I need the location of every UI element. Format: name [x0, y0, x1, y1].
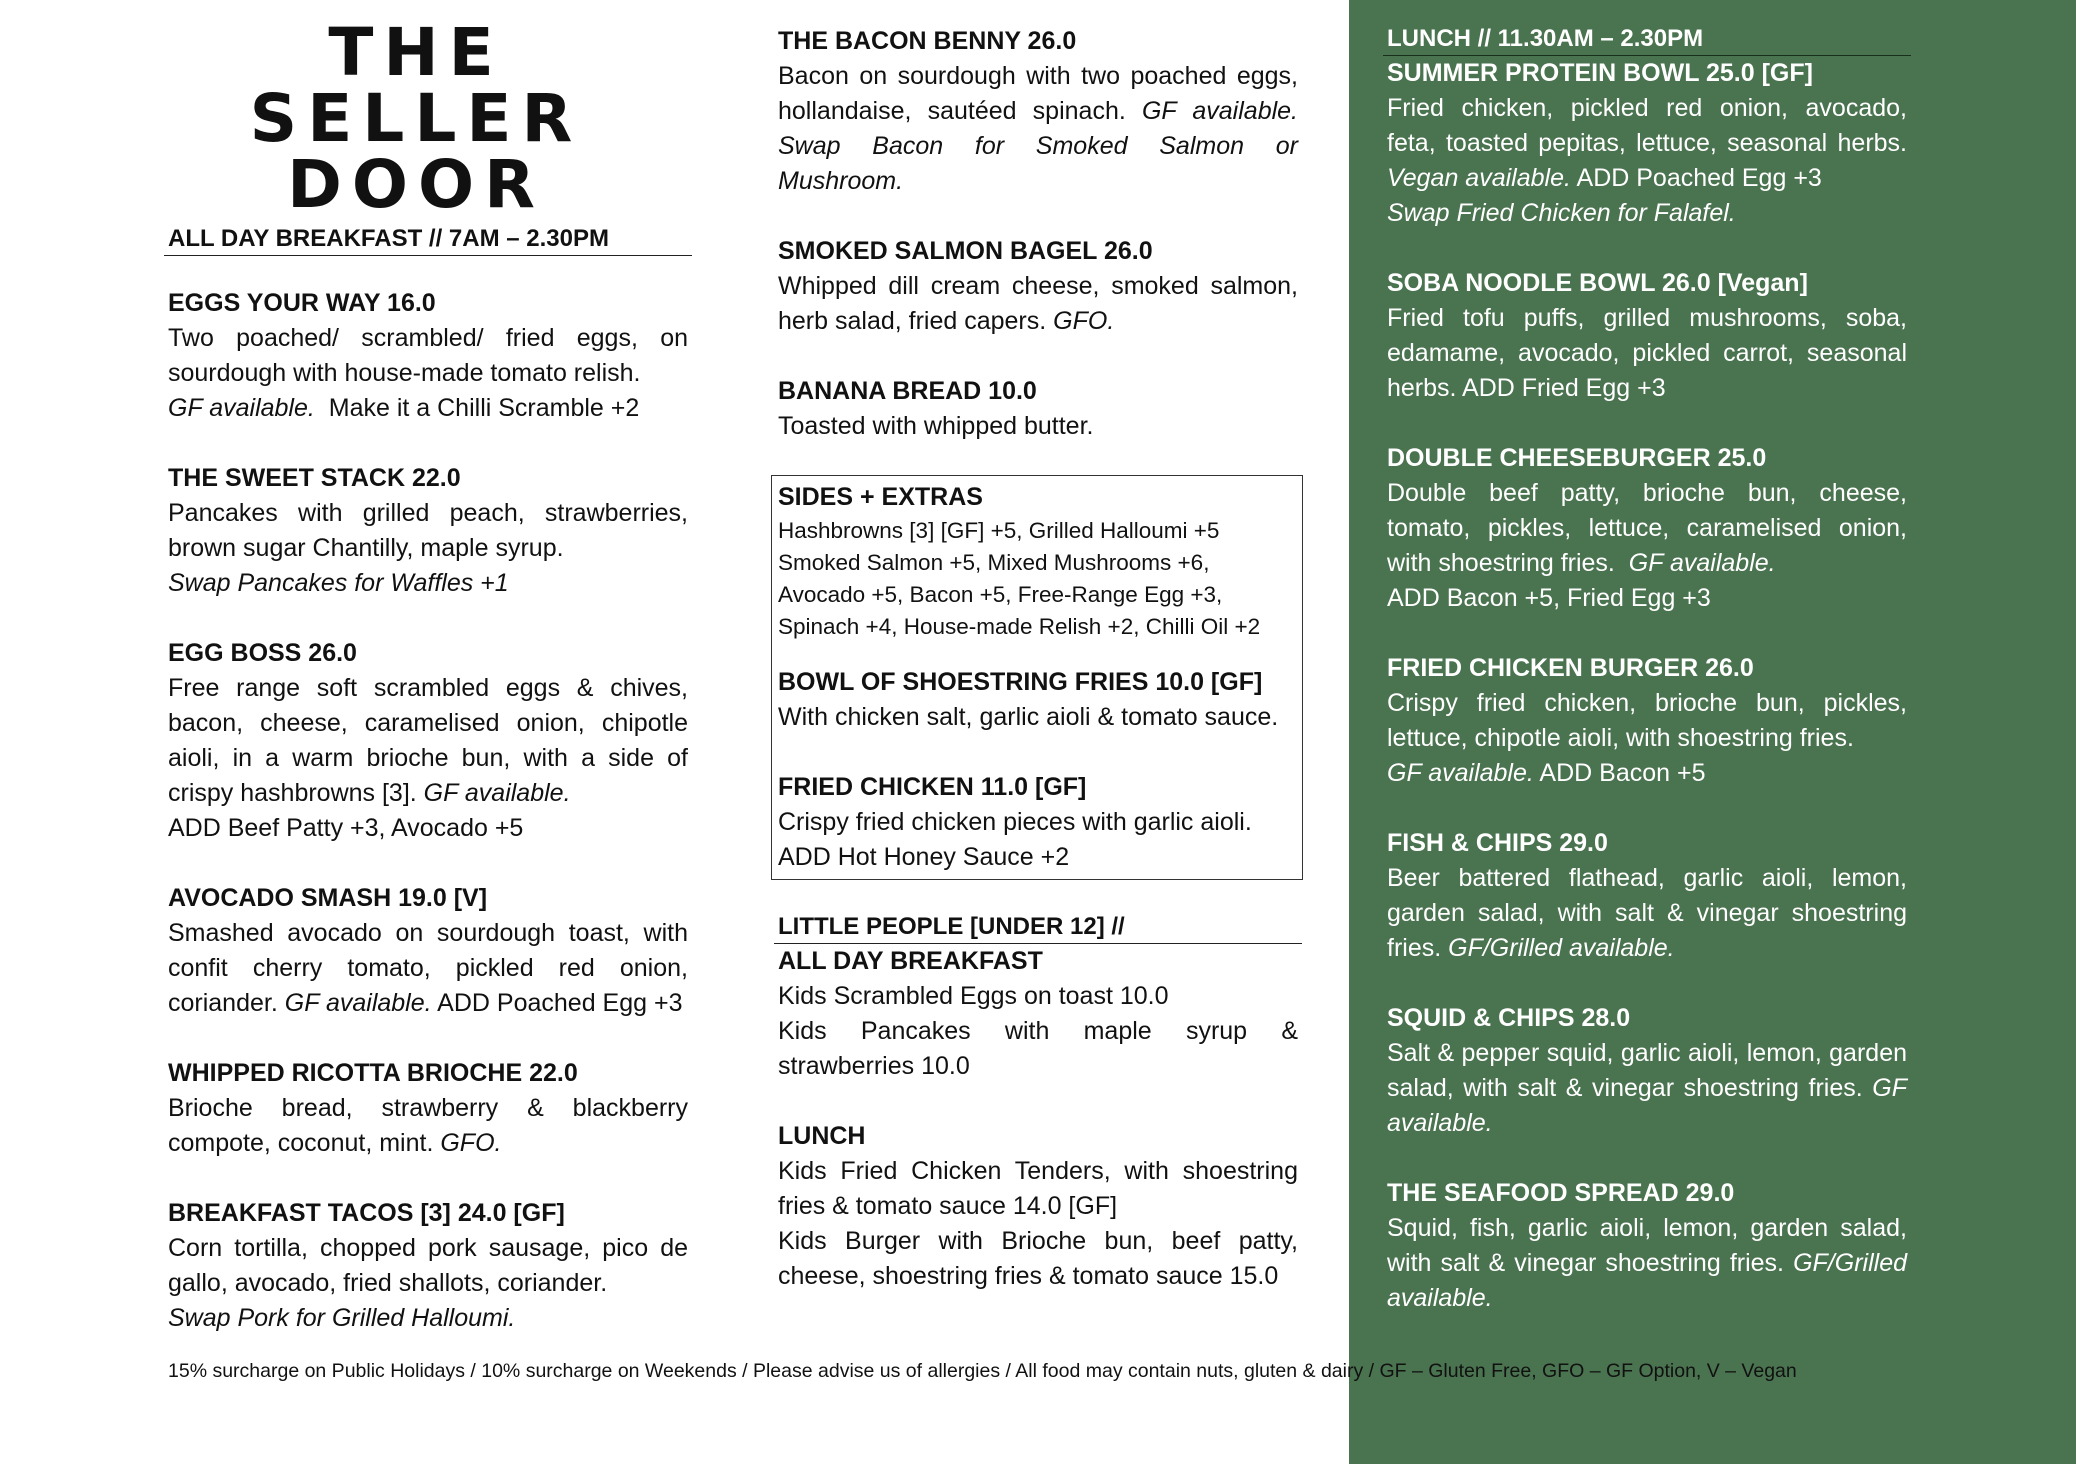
sides-heading: SIDES + EXTRAS [778, 483, 983, 511]
fries-title: BOWL OF SHOESTRING FRIES 10.0 [GF] [778, 668, 1263, 696]
footer-note: 15% surcharge on Public Holidays / 10% surcharge on Weekends / Please advise us of allergies / All food may contain nuts, gluten & dairy / GF – Gluten Free, GFO – GF Option, V – Vegan [168, 1360, 1797, 1382]
kids-item: Kids Burger with Brioche bun, beef patty, cheese, shoestring fries & tomato sauce 15.0 [778, 1227, 1298, 1290]
item-description: Double beef patty, brioche bun, cheese, tomato, pickles, lettuce, caramelised onion, with shoestring fries. [1387, 479, 1907, 577]
kids-breakfast-title: ALL DAY BREAKFAST [778, 947, 1043, 975]
menu-item [1387, 441, 1907, 616]
item-note: GF available. [168, 394, 315, 422]
sides-line: Avocado +5, Bacon +5, Free-Range Egg +3, [778, 582, 1223, 607]
menu-item [1387, 651, 1907, 791]
item-title: BANANA BREAD 10.0 [778, 377, 1037, 405]
item-description: Corn tortilla, chopped pork sausage, pico de gallo, avocado, fried shallots, coriander. [168, 1234, 688, 1297]
item-description: Pancakes with grilled peach, strawberries, brown sugar Chantilly, maple syrup. [168, 499, 688, 562]
menu-item [168, 881, 688, 1021]
item-title: THE SWEET STACK 22.0 [168, 464, 461, 492]
kids-item: Kids Scrambled Eggs on toast 10.0 [778, 982, 1169, 1010]
fried-chicken-description: Crispy fried chicken pieces with garlic aioli. [778, 808, 1252, 836]
item-title: SUMMER PROTEIN BOWL 25.0 [GF] [1387, 59, 1813, 87]
item-description: Salt & pepper squid, garlic aioli, lemon, garden salad, with salt & vinegar shoestring fries. [1387, 1039, 1907, 1102]
item-note: GF available. [1387, 1074, 1907, 1137]
item-title: EGGS YOUR WAY 16.0 [168, 289, 436, 317]
kids-lunch-title: LUNCH [778, 1122, 866, 1150]
item-swap: Swap Fried Chicken for Falafel. [1387, 199, 1736, 227]
item-description: Beer battered flathead, garlic aioli, lemon, garden salad, with salt & vinegar shoestring fries. [1387, 864, 1907, 962]
menu-item [1387, 56, 1907, 231]
sides-line: Hashbrowns [3] [GF] +5, Grilled Halloumi +5 [778, 518, 1220, 543]
item-description: Toasted with whipped butter. [778, 412, 1094, 440]
item-note: GFO. [440, 1129, 502, 1157]
menu-item [168, 636, 688, 846]
sides-box [771, 475, 1303, 880]
sides-line: Spinach +4, House-made Relish +2, Chilli Oil +2 [778, 614, 1261, 639]
kids-heading: LITTLE PEOPLE [UNDER 12] // [774, 912, 1302, 944]
logo-line: SELLER [249, 80, 583, 157]
item-note: GFO. [1053, 307, 1115, 335]
item-note: GF available. Swap Bacon for Smoked Salmon or Mushroom. [778, 97, 1299, 195]
menu-item [778, 374, 1298, 444]
item-title: WHIPPED RICOTTA BRIOCHE 22.0 [168, 1059, 578, 1087]
item-title: BREAKFAST TACOS [3] 24.0 [GF] [168, 1199, 565, 1227]
item-title: SQUID & CHIPS 28.0 [1387, 1004, 1631, 1032]
item-title: SOBA NOODLE BOWL 26.0 [Vegan] [1387, 269, 1808, 297]
menu-item [1387, 826, 1907, 966]
item-description: Fried chicken, pickled red onion, avocado, feta, toasted pepitas, lettuce, seasonal herbs. [1387, 94, 1907, 157]
item-add: ADD Beef Patty +3, Avocado +5 [168, 814, 524, 842]
item-description: Whipped dill cream cheese, smoked salmon, herb salad, fried capers. [778, 272, 1298, 335]
menu-item [778, 234, 1298, 339]
item-add: ADD Bacon +5 [1539, 759, 1706, 787]
item-description: Squid, fish, garlic aioli, lemon, garden salad, with salt & vinegar shoestring fries. [1387, 1214, 1907, 1277]
item-add: ADD Bacon +5, Fried Egg +3 [1387, 584, 1711, 612]
brand-logo [248, 14, 584, 223]
item-description: Brioche bread, strawberry & blackberry compote, coconut, mint. [168, 1094, 688, 1157]
logo-line: THE [328, 14, 504, 91]
item-note: GF/Grilled available. [1387, 1249, 1907, 1312]
menu-item [168, 286, 688, 426]
breakfast-column [168, 224, 688, 1336]
menu-item [1387, 266, 1907, 406]
item-note: Vegan available. [1387, 164, 1571, 192]
item-title: FISH & CHIPS 29.0 [1387, 829, 1608, 857]
menu-item [1387, 1176, 1907, 1316]
middle-column [778, 24, 1298, 1294]
item-swap: Swap Pork for Grilled Halloumi. [168, 1304, 516, 1332]
item-description: Smashed avocado on sourdough toast, with confit cherry tomato, pickled red onion, coriander. [168, 919, 688, 1017]
item-title: FRIED CHICKEN BURGER 26.0 [1387, 654, 1754, 682]
kids-item: Kids Fried Chicken Tenders, with shoestring fries & tomato sauce 14.0 [GF] [778, 1157, 1298, 1220]
logo-line: DOOR [287, 146, 545, 223]
item-title: THE BACON BENNY 26.0 [778, 27, 1077, 55]
lunch-heading: LUNCH // 11.30AM – 2.30PM [1383, 24, 1911, 56]
item-add: ADD Poached Egg +3 [1576, 164, 1822, 192]
item-description: Crispy fried chicken, brioche bun, pickles, lettuce, chipotle aioli, with shoestring fries. [1387, 689, 1907, 752]
lunch-column [1387, 24, 1907, 1316]
item-add: ADD Poached Egg +3 [437, 989, 683, 1017]
breakfast-heading: ALL DAY BREAKFAST // 7AM – 2.30PM [164, 224, 692, 256]
item-note: GF/Grilled available. [1448, 934, 1675, 962]
menu-item [778, 24, 1298, 199]
menu-item [168, 1056, 688, 1161]
fried-chicken-add: ADD Hot Honey Sauce +2 [778, 843, 1070, 871]
menu-item [168, 461, 688, 601]
fries-description: With chicken salt, garlic aioli & tomato sauce. [778, 703, 1279, 731]
item-extra: Make it a Chilli Scramble +2 [328, 394, 640, 422]
item-title: DOUBLE CHEESEBURGER 25.0 [1387, 444, 1767, 472]
sides-line: Smoked Salmon +5, Mixed Mushrooms +6, [778, 550, 1210, 575]
item-note: GF available. [423, 779, 571, 807]
item-title: EGG BOSS 26.0 [168, 639, 357, 667]
item-description: Two poached/ scrambled/ fried eggs, on sourdough with house-made tomato relish. [168, 324, 688, 387]
item-description: Fried tofu puffs, grilled mushrooms, soba, edamame, avocado, pickled carrot, seasonal herbs. ADD Fried Egg +3 [1387, 304, 1907, 402]
item-title: THE SEAFOOD SPREAD 29.0 [1387, 1179, 1735, 1207]
item-title: SMOKED SALMON BAGEL 26.0 [778, 237, 1153, 265]
kids-item: Kids Pancakes with maple syrup & strawberries 10.0 [778, 1017, 1298, 1080]
item-description: Bacon on sourdough with two poached eggs, hollandaise, sautéed spinach. [778, 62, 1298, 125]
fried-chicken-title: FRIED CHICKEN 11.0 [GF] [778, 773, 1087, 801]
item-description: Free range soft scrambled eggs & chives, bacon, cheese, caramelised onion, chipotle aioli, in a warm brioche bun, with a side of crispy hashbrowns [3]. [168, 674, 688, 807]
item-swap: Swap Pancakes for Waffles +1 [168, 569, 509, 597]
menu-item [168, 1196, 688, 1336]
menu-item [1387, 1001, 1907, 1141]
item-note: GF available. [1387, 759, 1534, 787]
item-title: AVOCADO SMASH 19.0 [V] [168, 884, 488, 912]
item-note: GF available. [284, 989, 432, 1017]
item-note: GF available. [1628, 549, 1776, 577]
